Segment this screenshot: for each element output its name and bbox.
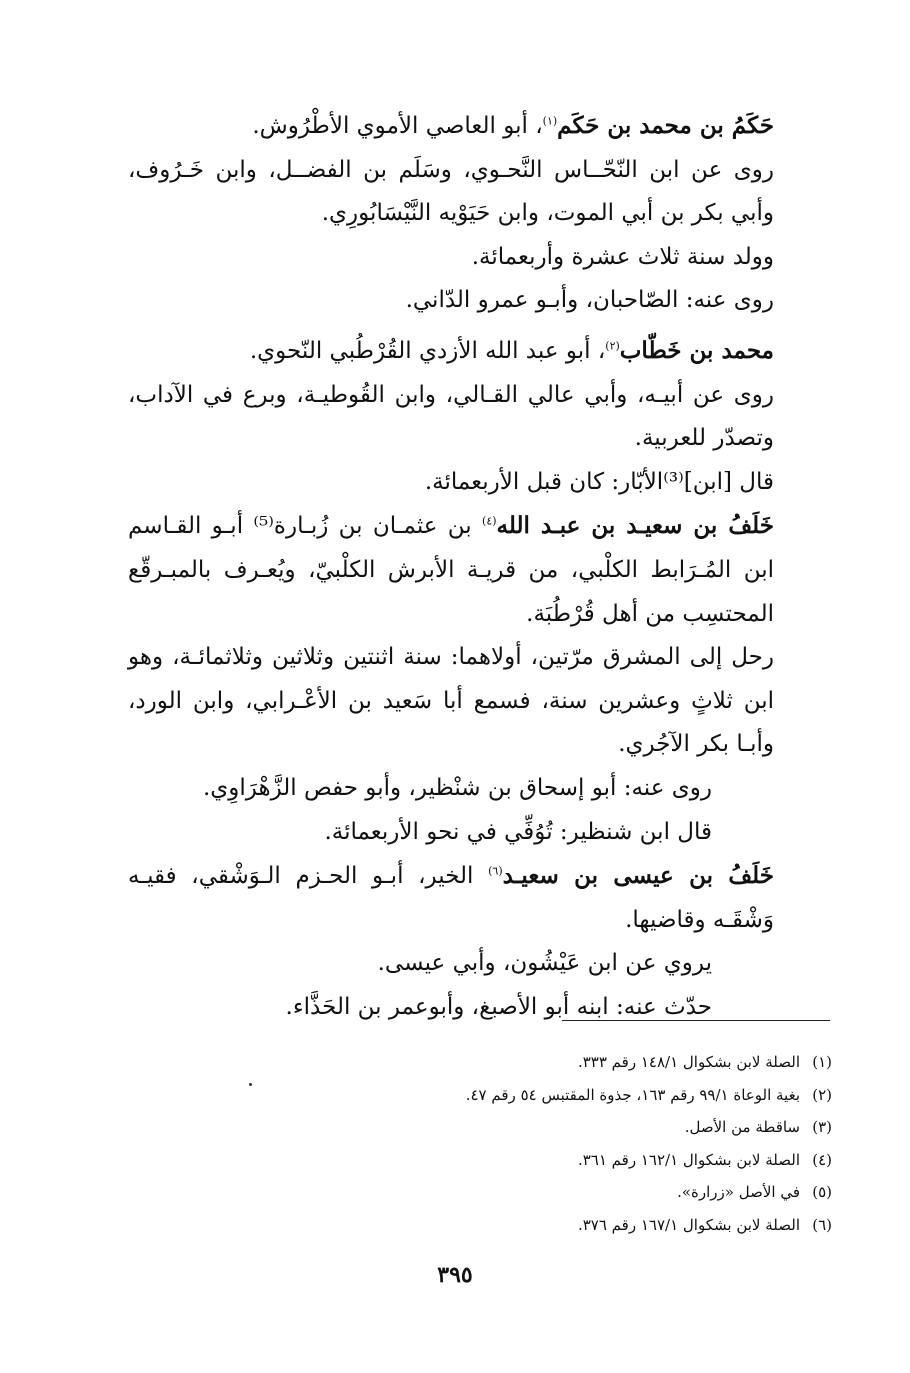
page-number: ٣٩٥ bbox=[437, 1262, 473, 1288]
footnote-separator bbox=[562, 1020, 830, 1021]
footnote-text: ساقطة من الأصل. bbox=[684, 1118, 800, 1137]
entry-paragraph: روى عنه: الصّاحبان، وأبـو عمرو الدّاني. bbox=[405, 287, 774, 314]
entry-paragraph: وولد سنة ثلاث عشرة وأربعمائة. bbox=[471, 243, 774, 270]
footnotes bbox=[200, 1046, 832, 1242]
footnote-number: (٥) bbox=[812, 1183, 832, 1202]
entry-name: محمد بن خَطّاب bbox=[619, 336, 774, 364]
footnote-ref: (١) bbox=[542, 114, 558, 128]
entry-heading bbox=[128, 504, 832, 636]
footnote bbox=[200, 1209, 832, 1242]
entry-paragraph: روى عنه: أبو إسحاق بن شنْظير، وأبو حفص الزَّهْرَاوِي. bbox=[202, 774, 712, 801]
entry-name: حَكَمُ بن محمد بن حَكَم bbox=[557, 112, 774, 139]
entry-heading bbox=[128, 329, 832, 374]
entry-paragraph: رحل إلى المشرق مرّتين، أولاهما: سنة اثنتين وثلاثين وثلاثمائـة، وهو ابن ثلاثٍ وعشرين سنة، فسمع أبا سَعيد بن الأعْـرابي، وابن الورد، وأبـا بكر الآجُري. bbox=[128, 644, 774, 758]
footnote-text: بغية الوعاة ٩٩/١ رقم ١٦٣، جذوة المقتبس ٥٤ رقم ٤٧. bbox=[465, 1085, 800, 1104]
footnote bbox=[200, 1046, 832, 1079]
footnote-ref: (٤) bbox=[482, 514, 497, 528]
footnote-text: في الأصل «زرارة». bbox=[677, 1183, 800, 1202]
footnote bbox=[200, 1144, 832, 1177]
entry-heading bbox=[128, 104, 832, 149]
entry-name: خَلَفُ بن سعيـد بن عبـد الله bbox=[496, 512, 774, 540]
main-text bbox=[128, 104, 832, 1029]
footnote-text: الصلة لابن بشكوال ١٦٧/١ رقم ٣٧٦. bbox=[577, 1215, 800, 1234]
footnote-number: (٣) bbox=[812, 1118, 832, 1137]
footnote bbox=[200, 1079, 832, 1112]
ink-speck bbox=[249, 1083, 252, 1086]
footnote-number: (١) bbox=[812, 1053, 832, 1071]
entry-paragraph: روى عن ابن النّحّــاس النَّحـوي، وسَلَم بن الفضــل، وابن خَـرُوف، وأبي بكر بن أبي الموت، وابن حَيَوْيه النَّيْسَابُورِي. bbox=[128, 156, 774, 227]
footnote-number: (٦) bbox=[812, 1215, 832, 1234]
entry-name: خَلَفُ بن عيسى بن سعيـد bbox=[502, 862, 774, 890]
entry-paragraph: روى عن أبيـه، وأبي عالي القـالي، وابن القُوطيـة، وبرع في الآداب، وتصدّر للعربية. bbox=[128, 381, 774, 452]
entry-heading bbox=[128, 854, 832, 942]
entry-heading-rest: بن عثمـان بن زُبـارة⁽⁵⁾ أبـو القـاسم ابن المُـرَابط الكلْبي، من قريـة الأبرش الكلْبيّ، ويُعـرف بالمبـرقّع المحتسِب من أهل قُرْطُبَة. bbox=[128, 513, 774, 627]
footnote bbox=[200, 1111, 832, 1144]
entry-heading-rest: ، أبو عبد الله الأزدي القُرْطُبي النّحوي. bbox=[249, 337, 606, 364]
entry-paragraph: يروي عن ابن عَيْشُون، وأبي عيسى. bbox=[377, 950, 712, 977]
footnote-number: (٤) bbox=[812, 1150, 832, 1169]
footnote bbox=[200, 1176, 832, 1209]
footnote-ref: (٦) bbox=[488, 864, 503, 878]
entry-paragraph: حدّث عنه: ابنه أبو الأصبغ، وأبوعمر بن الحَذَّاء. bbox=[285, 993, 712, 1020]
footnote-text: الصلة لابن بشكوال ١٤٨/١ رقم ٣٣٣. bbox=[577, 1053, 800, 1071]
footnote-text: الصلة لابن بشكوال ١٦٢/١ رقم ٣٦١. bbox=[577, 1150, 800, 1169]
entry-paragraph: قال [ابن]‏⁽³⁾الأبّار: كان قبل الأربعمائة. bbox=[424, 468, 774, 495]
footnote-number: (٢) bbox=[812, 1085, 832, 1104]
entry-paragraph: قال ابن شنظير: تُوُفِّي في نحو الأربعمائة. bbox=[324, 818, 712, 845]
entry-heading-rest: الخير، أبـو الحـزم الـوَشْقي، فقيـه وَشْقَـه وقاضيها. bbox=[128, 863, 774, 933]
footnote-ref: (٢) bbox=[605, 339, 620, 353]
entry-heading-rest: ، أبو العاصي الأموي الأطْرُوش. bbox=[252, 113, 543, 139]
